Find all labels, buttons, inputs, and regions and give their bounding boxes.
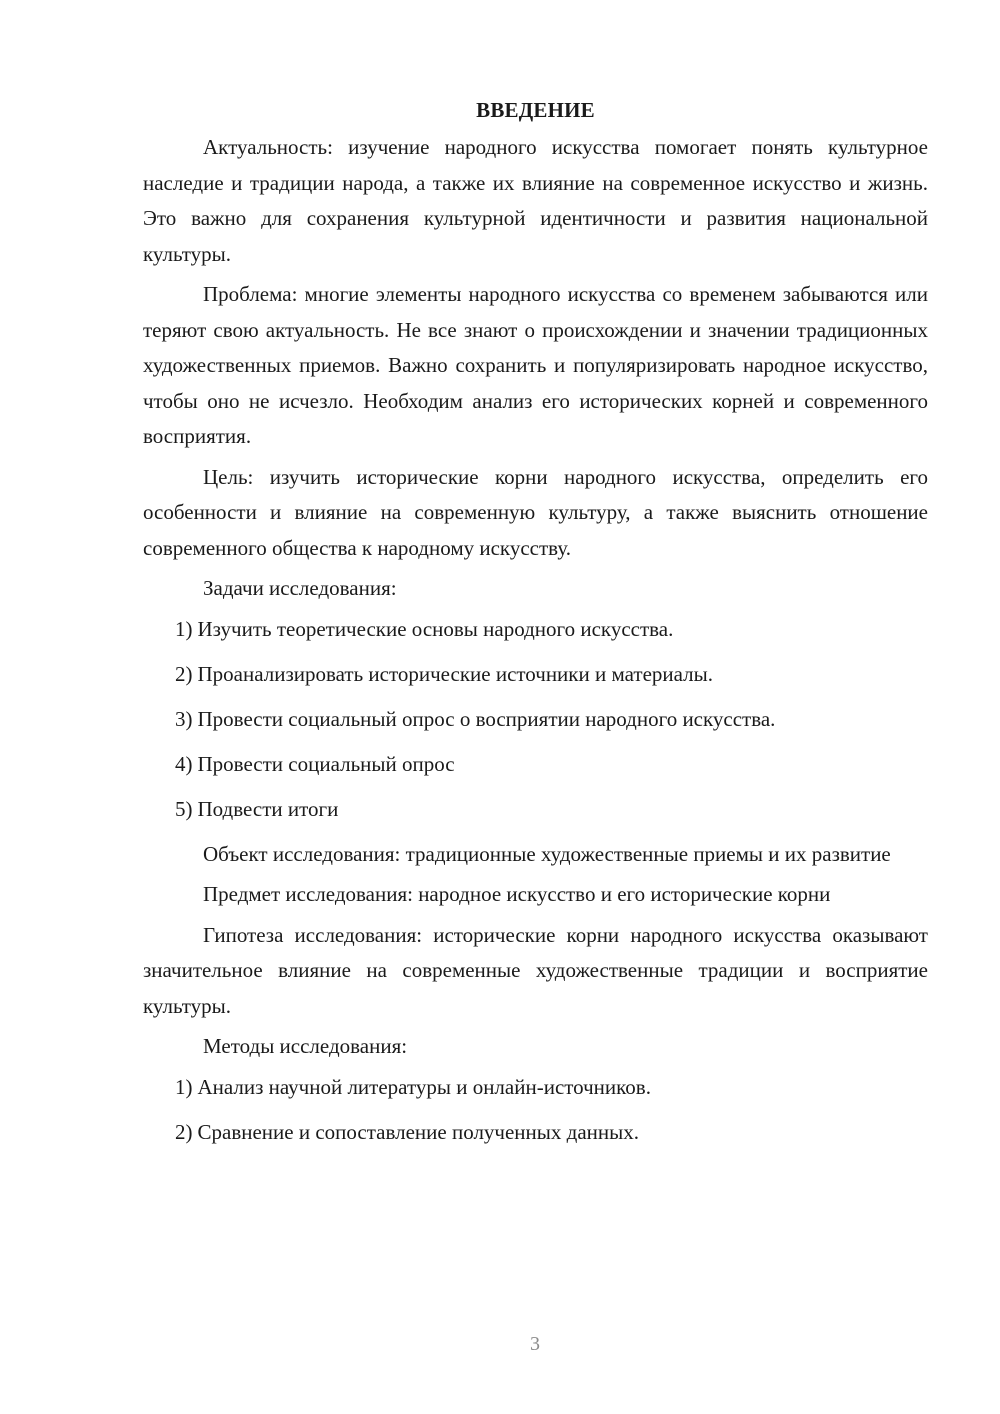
method-item — [143, 1070, 928, 1106]
method-text: Анализ научной литературы и онлайн-источников. — [197, 1074, 651, 1099]
task-item — [143, 612, 928, 648]
goal-paragraph: Цель: изучить исторические корни народного искусства, определить его особенности и влияние на современную культуру, а также выяснить отношение современного общества к народному искусству. — [143, 464, 928, 560]
task-item — [143, 657, 928, 693]
problem-paragraph: Проблема: многие элементы народного искусства со временем забываются или теряют свою актуальность. Не все знают о происхождении и значении традиционных художественных приемов. Важно сохранить и популяризировать народное искусство, чтобы оно не исчезло. Необходим анализ его исторических корней и современного восприятия. — [143, 282, 928, 448]
task-text: Провести социальный опрос о восприятии народного искусства. — [197, 706, 776, 731]
task-item — [143, 702, 928, 738]
task-number: 3) — [175, 706, 193, 731]
task-text: Изучить теоретические основы народного искусства. — [197, 616, 674, 641]
task-number: 1) — [175, 616, 193, 641]
object-paragraph: Объект исследования: традиционные художественные приемы и их развитие — [203, 841, 891, 866]
subject-paragraph: Предмет исследования: народное искусство и его исторические корни — [203, 882, 831, 906]
task-number: 5) — [175, 796, 193, 821]
task-text: Проанализировать исторические источники и материалы. — [197, 661, 713, 686]
task-item — [143, 792, 928, 828]
method-number: 1) — [175, 1074, 193, 1099]
tasks-heading: Задачи исследования: — [203, 576, 397, 600]
task-number: 2) — [175, 661, 193, 686]
task-number: 4) — [175, 751, 193, 776]
method-text: Сравнение и сопоставление полученных данных. — [197, 1119, 639, 1144]
task-text: Провести социальный опрос — [197, 751, 455, 776]
method-number: 2) — [175, 1119, 193, 1144]
method-item — [143, 1115, 928, 1151]
task-text: Подвести итоги — [197, 796, 339, 821]
task-item — [143, 747, 928, 783]
methods-heading: Методы исследования: — [203, 1034, 408, 1058]
hypothesis-paragraph: Гипотеза исследования: исторические корни народного искусства оказывают значительное влияние на современные художественные традиции и восприятие культуры. — [143, 922, 928, 1018]
relevance-paragraph: Актуальность: изучение народного искусства помогает понять культурное наследие и традиции народа, а также их влияние на современное искусство и жизнь. Это важно для сохранения культурной идентичности и развития национальной культуры. — [143, 135, 928, 266]
page-title: ВВЕДЕНИЕ — [476, 98, 595, 122]
page-number: 3 — [530, 1333, 540, 1355]
document-page — [143, 92, 928, 1160]
